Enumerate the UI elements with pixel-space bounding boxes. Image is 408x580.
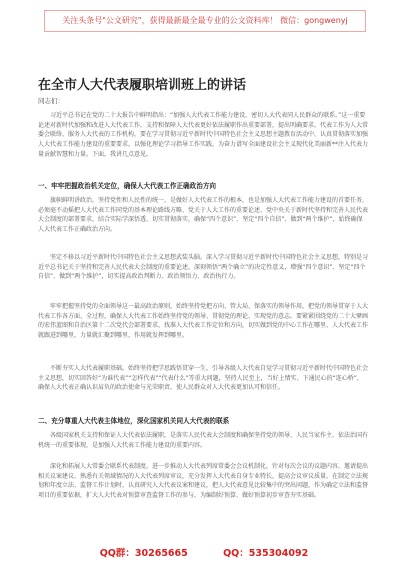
section-2-paragraph-1: 各级国家机关支持和保证人大代表依法履职，是落实人民代表大会制度和确保坚持党的领导、人民当家作主、依法治国有机统一的重要体现，是加强人大代表工作能力建设的重要内容。 xyxy=(38,432,369,449)
intro-paragraph: 习近平总书记在党的二十大报告中鲜明指出：“加强人大代表工作能力建设，密切人大代表同人民群众的联系。”这一重要论述对新时代加强和改进人大代表工作，支持和保障人大代表更好依法履职作出重要部署，提出明确要求。代表工作为人大常委会联络、服务人大代表的工作机构，要在学习贯彻习近平新时代中国特色社会主义思想主题教育活动中，认真贯彻落实加强人大代表工作能力建设的重要要求，以强化理论学习指导工作实践，为奋力谱写全面建设社会主义现代化美丽新**注入代表力量贡献智慧和力量。下面，我讲几点意见。 xyxy=(38,112,369,158)
section-1-heading: 一、牢牢把握政治机关定位，确保人大代表工作正确政治方向 xyxy=(38,182,217,190)
section-1-paragraph-1: 旗帜鲜明讲政治，坚持党性和人民性的统一，是做好人大代表工作的根本，也是加强人大代表工作能力建设的首要任务，必须毫不动摇把人大代表工作同党的基本理论路线方略、党关于人大工作的重要论述、党中央关于新时代坚持和完善人民代表大会制度的部署要求，结合实际学深悟透、切实贯彻落实，确保“四个意识”、坚定“四个自信”、做到“两个维护”，始终确保人大代表工作正确政治方向。 xyxy=(38,197,369,234)
document-title: 在全市人大代表履职培训班上的讲话 xyxy=(38,78,247,93)
section-1-paragraph-3: 牢牢把握坚持党的全面领导这一最高政治原则，始终坚持党把方向、管大局、保落实的领导作用，把党的领导贯穿于人大代表工作各方面、全过程，确保人大代表工作始终坚持党的领导、贯彻党的理论、实现党的意志。要紧紧围绕党的二十大擘画的宏伟蓝图和自治区第十二次党代会部署要求，找准人大代表工作定位和方向，切实做到党的中心工作在哪里、人大代表工作就跟进到哪里，力量就汇聚到哪里，作用就发挥到哪里。 xyxy=(38,303,369,340)
section-2-heading: 二、充分尊重人大代表主体地位，深化国家机关同人大代表的联系 xyxy=(38,417,230,425)
contact-footer xyxy=(0,545,408,559)
greeting: 同志们： xyxy=(38,97,64,105)
section-2-paragraph-2: 深化和拓展人大常委会联系代表制度。进一步推动人大代表列席常委会会议机制化，针对每次会议的议题内容，邀请提出相关议案建议、熟悉有关领域情况的人大代表列席审议，充分发挥人大代表自身专业特长，提高会议审议质量。在制定立法规划和年度立法、监督工作计划时，认真研究人大代表议案和建议，把人大代表意见比较集中的突出问题，作为确定立法和监督项目的重要依据，扩大人大代表对预算审查监督工作的参与，为编制好预算、做好预算初步审查夯实基础。 xyxy=(38,463,369,500)
section-1-paragraph-4: 不断夯实人大代表履职基础。始终坚持把学思践悟贯穿一生，引导各级人大代表自觉学习贯彻习近平新时代中国特色社会主义思想，切实回答好“为谁代表”“怎样代表”“代表什么”等重大问题，坚持人民至上，当好上情实、下通民心的“连心桥”，确保人大代表正确认识肩负的政治使命与光荣职责，使人民群众对人大代表更加认可和信任。 xyxy=(38,365,369,392)
section-1-paragraph-2: 坚定不移以习近平新时代中国特色社会主义思想武装头脑。深入学习贯彻习近平新时代中国特色社会主义思想，特别是习近平总书记关于坚持和完善人民代表大会制度的重要论述，深刻领悟“两个确立”的决定性意义，增强“四个意识”、坚定“四个自信”、做到“两个维护”，切实提高政治判断力、政治领悟力、政治执行力。 xyxy=(38,254,369,281)
promo-banner[interactable]: 关注头条号"公文研究"，获得最新最全最专业的公文资料库！ 微信：gongwenyj xyxy=(44,10,366,32)
qq-group: QQ群：30265665 xyxy=(99,548,188,559)
qq-number: QQ：535304092 xyxy=(223,548,309,559)
